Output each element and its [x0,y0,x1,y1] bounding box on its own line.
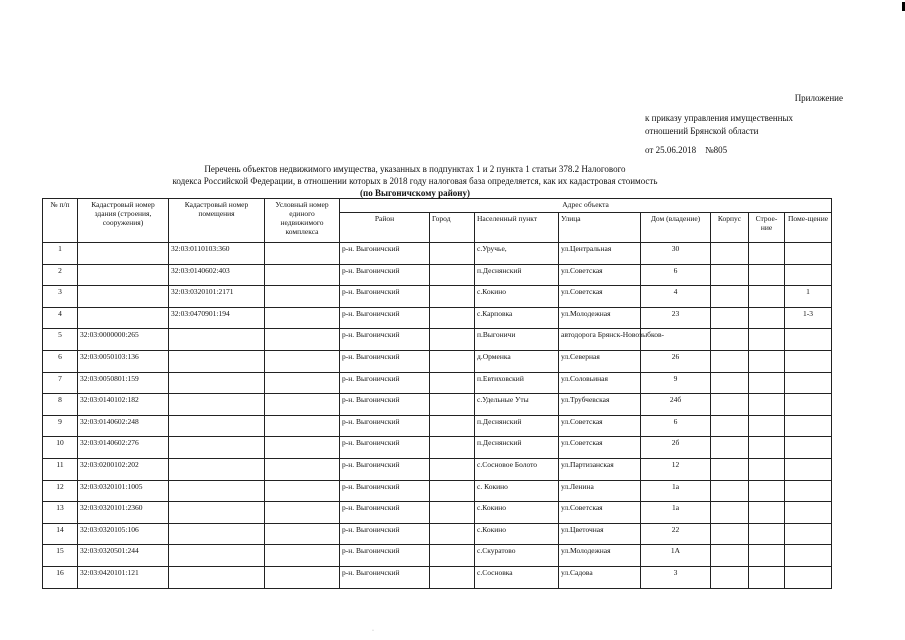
cell-settlement: с.Кокино [475,286,559,308]
cell-room-cadastral: 32:03:0470901:194 [169,307,265,329]
cell-city [430,458,475,480]
cell-complex-number [265,350,340,372]
cell-city [430,437,475,459]
cell-complex-number [265,264,340,286]
table-row [43,502,832,524]
title-line-3: (по Выгоничскому району) [360,188,470,198]
cell-settlement: п.Выгоничи [475,329,559,351]
cell-city [430,415,475,437]
cell-complex-number [265,307,340,329]
cell-district: р-н. Выгоничский [340,264,430,286]
cell-building-cadastral: 32:03:0320101:1005 [78,480,169,502]
cell-complex-number [265,329,340,351]
cell-room-cadastral [169,329,265,351]
cell-num: 5 [43,329,78,351]
cell-street: ул.Советская [559,437,641,459]
cell-settlement: с.Кокино [475,523,559,545]
table-row [43,480,832,502]
cell-room-cadastral [169,545,265,567]
cell-num: 13 [43,502,78,524]
cell-structure [749,523,785,545]
cell-structure [749,350,785,372]
cell-structure [749,415,785,437]
cell-korpus [711,243,749,265]
cell-premises [785,545,832,567]
cell-settlement: п.Деснянский [475,415,559,437]
cell-house: 6 [641,415,711,437]
cell-building-cadastral: 32:03:0200102:202 [78,458,169,480]
cell-korpus [711,372,749,394]
cell-num: 9 [43,415,78,437]
cell-structure [749,480,785,502]
cell-settlement: с.Кокино [475,502,559,524]
cell-room-cadastral: 32:03:0320101:2171 [169,286,265,308]
cell-settlement: п.Деснянский [475,264,559,286]
cell-city [430,394,475,416]
cell-city [430,372,475,394]
cell-city [430,350,475,372]
header-korpus: Корпус [711,213,749,243]
cell-settlement: с.Сосновое Болото [475,458,559,480]
cell-room-cadastral [169,566,265,588]
cell-city [430,566,475,588]
cell-settlement: с.Удельные Уты [475,394,559,416]
cell-district: р-н. Выгоничский [340,458,430,480]
cell-korpus [711,329,749,351]
cell-num: 3 [43,286,78,308]
order-line-2: отношений Брянской области [645,126,759,136]
table-row [43,458,832,480]
cell-city [430,545,475,567]
cell-korpus [711,566,749,588]
cell-street: автодорога Брянск-Новозыбков- [559,329,641,351]
cell-korpus [711,480,749,502]
cell-complex-number [265,394,340,416]
cell-complex-number [265,458,340,480]
cell-complex-number [265,545,340,567]
cell-house: 22 [641,523,711,545]
header-building-cadastral: Кадастровый номер здания (строения, сооружения) [78,199,169,243]
cell-premises [785,329,832,351]
cell-premises [785,415,832,437]
cell-korpus [711,286,749,308]
cell-korpus [711,523,749,545]
cell-premises [785,394,832,416]
cell-building-cadastral: 32:03:0140602:276 [78,437,169,459]
cell-room-cadastral [169,437,265,459]
cell-street: ул.Ленина [559,480,641,502]
cell-settlement: п.Деснянский [475,437,559,459]
cell-city [430,286,475,308]
cell-complex-number [265,286,340,308]
cell-korpus [711,350,749,372]
header-district: Район [340,213,430,243]
cell-settlement: с.Карповка [475,307,559,329]
cell-room-cadastral [169,458,265,480]
table-row [43,545,832,567]
table-row [43,264,832,286]
cell-street: ул.Советская [559,264,641,286]
table-row [43,437,832,459]
cell-structure [749,566,785,588]
cell-district: р-н. Выгоничский [340,523,430,545]
cell-building-cadastral: 32:03:0320101:2360 [78,502,169,524]
table-row [43,329,832,351]
cell-building-cadastral [78,264,169,286]
cell-korpus [711,415,749,437]
cell-structure [749,307,785,329]
cell-premises [785,350,832,372]
cell-district: р-н. Выгоничский [340,286,430,308]
cell-building-cadastral: 32:03:0320105:106 [78,523,169,545]
cell-district: р-н. Выгоничский [340,307,430,329]
cell-district: р-н. Выгоничский [340,372,430,394]
cell-building-cadastral: 32:03:0000000:265 [78,329,169,351]
cell-house: 30 [641,243,711,265]
cell-korpus [711,502,749,524]
cell-house: 24б [641,394,711,416]
cell-district: р-н. Выгоничский [340,566,430,588]
cell-house: 2б [641,437,711,459]
cell-complex-number [265,243,340,265]
cell-house: 1а [641,480,711,502]
cell-structure [749,545,785,567]
cell-district: р-н. Выгоничский [340,480,430,502]
cell-room-cadastral: 32:03:0140602:403 [169,264,265,286]
cell-num: 4 [43,307,78,329]
cell-settlement: с.Сосновка [475,566,559,588]
cell-room-cadastral [169,394,265,416]
cell-district: р-н. Выгоничский [340,243,430,265]
order-line-1: к приказу управления имущественных [645,113,794,123]
cell-building-cadastral: 32:03:0050801:159 [78,372,169,394]
cell-num: 12 [43,480,78,502]
cell-complex-number [265,566,340,588]
title-line-1: Перечень объектов недвижимого имущества, указанных в подпунктах 1 и 2 пункта 1 статьи 378.2 Налогового [204,164,626,174]
cell-complex-number [265,372,340,394]
cell-structure [749,243,785,265]
cell-street: ул.Советская [559,286,641,308]
cell-house: 12 [641,458,711,480]
table-row [43,415,832,437]
cell-building-cadastral: 32:03:0140602:248 [78,415,169,437]
cell-settlement: п.Евтиховский [475,372,559,394]
cell-num: 16 [43,566,78,588]
cell-num: 1 [43,243,78,265]
cell-premises [785,243,832,265]
cell-structure [749,502,785,524]
cell-room-cadastral [169,502,265,524]
cell-korpus [711,264,749,286]
cell-building-cadastral [78,243,169,265]
cell-building-cadastral [78,286,169,308]
cell-num: 2 [43,264,78,286]
table-row [43,286,832,308]
title-line-2: кодекса Российской Федерации, в отношении которых в 2018 году налоговая база определяется, как их кадастровая стоимость [172,176,658,186]
table-row [43,394,832,416]
cell-complex-number [265,523,340,545]
cell-num: 7 [43,372,78,394]
cell-num: 14 [43,523,78,545]
page-speck: · [372,628,374,634]
header-city: Город [430,213,475,243]
cell-settlement: с.Уручье, [475,243,559,265]
table-row [43,372,832,394]
cell-street: ул.Советская [559,415,641,437]
cell-house: 9 [641,372,711,394]
cell-building-cadastral: 32:03:0420101:121 [78,566,169,588]
cell-korpus [711,437,749,459]
cell-street: ул.Северная [559,350,641,372]
header-complex-number: Условный номер единого недвижимого комплекса [265,199,340,243]
cell-city [430,523,475,545]
order-date: от 25.06.2018 №805 [645,145,728,155]
cell-street: ул.Молодежная [559,307,641,329]
cell-structure [749,329,785,351]
cell-settlement: с.Скуратово [475,545,559,567]
cell-room-cadastral [169,415,265,437]
cell-district: р-н. Выгоничский [340,415,430,437]
header-street: Улица [559,213,641,243]
cell-premises [785,264,832,286]
cell-street: ул.Молодежная [559,545,641,567]
cell-structure [749,458,785,480]
cell-house: 26 [641,350,711,372]
cell-room-cadastral [169,480,265,502]
header-address: Адрес объекта [340,199,832,213]
table-row [43,243,832,265]
cell-num: 11 [43,458,78,480]
cell-district: р-н. Выгоничский [340,545,430,567]
cell-structure [749,286,785,308]
cell-complex-number [265,480,340,502]
cell-room-cadastral [169,372,265,394]
cell-room-cadastral [169,523,265,545]
cell-building-cadastral: 32:03:0320501:244 [78,545,169,567]
cell-complex-number [265,437,340,459]
cell-korpus [711,545,749,567]
cell-room-cadastral: 32:03:0110103:360 [169,243,265,265]
cell-num: 10 [43,437,78,459]
cell-room-cadastral [169,350,265,372]
cell-premises [785,437,832,459]
cell-building-cadastral [78,307,169,329]
header-house: Дом (владение) [641,213,711,243]
header-structure: Строе-ние [749,213,785,243]
document-title [60,163,770,199]
cell-city [430,243,475,265]
cell-house: 1А [641,545,711,567]
cell-district: р-н. Выгоничский [340,437,430,459]
cell-district: р-н. Выгоничский [340,350,430,372]
cell-settlement: д.Орменка [475,350,559,372]
cell-structure [749,437,785,459]
cell-house: 23 [641,307,711,329]
cell-premises: 1 [785,286,832,308]
cell-city [430,307,475,329]
order-reference [645,112,835,138]
cell-city [430,502,475,524]
cell-structure [749,394,785,416]
cell-premises: 1-3 [785,307,832,329]
cell-city [430,264,475,286]
property-table [42,198,832,589]
cell-house: 6 [641,264,711,286]
cell-building-cadastral: 32:03:0140102:182 [78,394,169,416]
cell-district: р-н. Выгоничский [340,502,430,524]
cell-premises [785,458,832,480]
cell-street: ул.Садова [559,566,641,588]
header-num: № п/п [43,199,78,243]
cell-house: 1а [641,502,711,524]
cell-num: 6 [43,350,78,372]
cell-street: ул.Центральная [559,243,641,265]
cell-structure [749,372,785,394]
table-row [43,566,832,588]
cell-district: р-н. Выгоничский [340,394,430,416]
cell-building-cadastral: 32:03:0050103:136 [78,350,169,372]
cell-street: ул.Трубчевская [559,394,641,416]
header-room-cadastral: Кадастровый номер помещения [169,199,265,243]
cell-premises [785,566,832,588]
cell-district: р-н. Выгоничский [340,329,430,351]
table-row [43,350,832,372]
cell-structure [749,264,785,286]
cell-complex-number [265,415,340,437]
cell-house: 4 [641,286,711,308]
cell-korpus [711,458,749,480]
table-row [43,307,832,329]
cell-complex-number [265,502,340,524]
cell-street: ул.Соловьиная [559,372,641,394]
appendix-label: Приложение [794,93,843,103]
cell-street: ул.Советская [559,502,641,524]
cell-num: 15 [43,545,78,567]
table-row [43,523,832,545]
header-settlement: Населенный пункт [475,213,559,243]
cell-city [430,480,475,502]
cell-num: 8 [43,394,78,416]
cell-premises [785,372,832,394]
cell-premises [785,523,832,545]
cell-korpus [711,307,749,329]
cell-city [430,329,475,351]
cell-korpus [711,394,749,416]
cell-settlement: с. Кокино [475,480,559,502]
cell-street: ул.Партизанская [559,458,641,480]
cell-premises [785,480,832,502]
cell-street: ул.Цветочная [559,523,641,545]
cell-premises [785,502,832,524]
header-premises: Поме-щение [785,213,832,243]
cell-house: 3 [641,566,711,588]
table-body [43,243,832,589]
